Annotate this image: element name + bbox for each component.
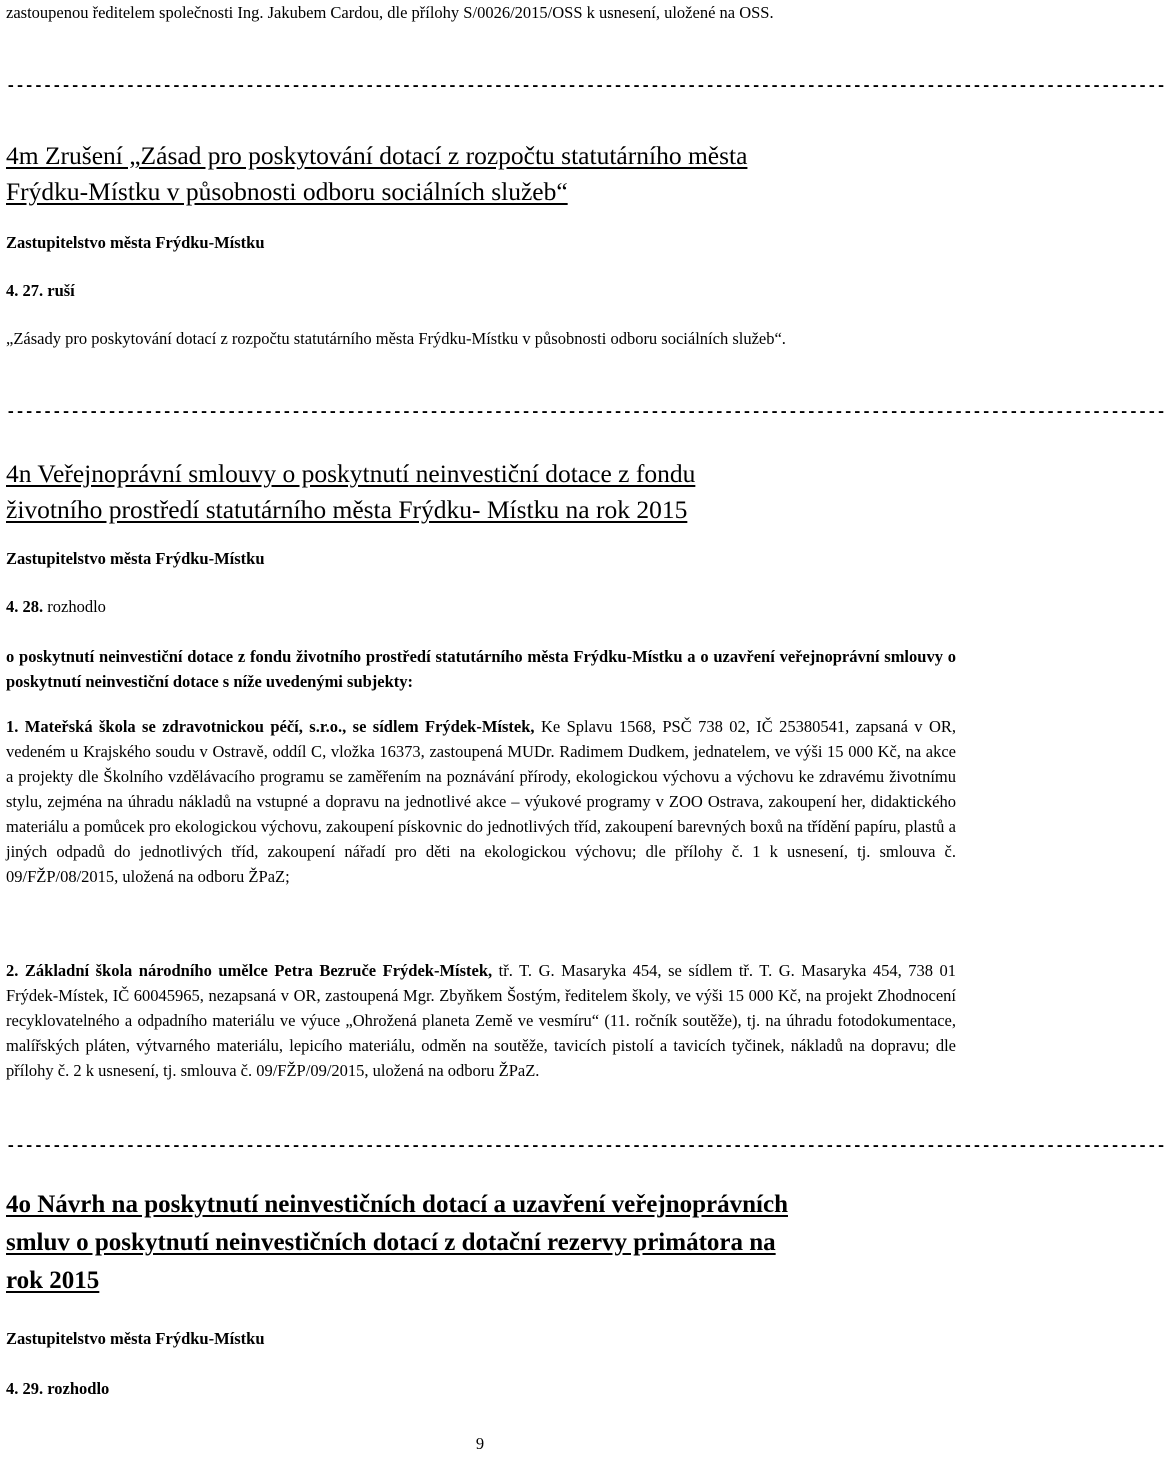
item-2-subject: 2. Základní škola národního umělce Petra Bezruče Frýdek-Místek, bbox=[6, 961, 493, 980]
separator-line: ------------------------------------------------------------------------------------------------------------------------------ bbox=[6, 403, 1165, 421]
section-4n-heading-line1: 4n Veřejnoprávní smlouvy o poskytnutí neinvestiční dotace z fondu bbox=[6, 459, 696, 488]
section-4o-heading-line1: 4o Návrh na poskytnutí neinvestičních dotací a uzavření veřejnoprávních bbox=[6, 1191, 788, 1218]
item-1-details: Ke Splavu 1568, PSČ 738 02, IČ 25380541, zapsaná v OR, vedeném u Krajského soudu v Ostravě, oddíl C, vložka 16373, zastoupená MUDr. Radimem Dudkem, jednatelem, ve výši 15 000 Kč, na akce a projekty dle Školního vzdělávacího programu se zaměřením na poznávání přírody, ekologickou výchovu a výchovu ke zdravému životnímu stylu, zejména na úhradu nákladů na vstupné a dopravu na jednotlivé akce – výukové programy v ZOO Ostrava, zakoupení her, didaktického materiálu a pomůcek pro ekologickou výchovu, zakoupení pískovnic do jednotlivých tříd, zakoupení barevných boxů na třídění papíru, plastů a jiných odpadů do jednotlivých tříd, zakoupení nářadí pro děti na ekologickou výchovu; dle přílohy č. 1 k usnesení, tj. smlouva č. 09/FŽP/08/2015, uložená na odboru ŽPaZ; bbox=[6, 717, 956, 886]
section-4n-heading-line2: životního prostředí statutárního města Frýdku- Místku na rok 2015 bbox=[6, 495, 688, 524]
resolution-verb: rozhodlo bbox=[47, 597, 106, 616]
item-1-subject: 1. Mateřská škola se zdravotnickou péčí, s.r.o., se sídlem Frýdek-Místek, bbox=[6, 717, 535, 736]
section-4m-council: Zastupitelstvo města Frýdku-Místku bbox=[6, 233, 265, 252]
resolution-number: 4. 27. bbox=[6, 281, 44, 300]
section-4o-heading-line3: rok 2015 bbox=[6, 1267, 100, 1294]
resolution-number: 4. 29. bbox=[6, 1379, 44, 1398]
section-4n-resolution bbox=[6, 594, 956, 619]
top-paragraph: zastoupenou ředitelem společnosti Ing. Jakubem Cardou, dle přílohy S/0026/2015/OSS k usnesení, uložené na OSS. bbox=[6, 3, 774, 22]
section-4o-council: Zastupitelstvo města Frýdku-Místku bbox=[6, 1329, 265, 1348]
section-4n-heading bbox=[6, 456, 956, 528]
section-4o-resolution bbox=[6, 1376, 956, 1401]
section-4m-heading bbox=[6, 138, 956, 210]
section-4n-intro: o poskytnutí neinvestiční dotace z fondu životního prostředí statutárního města Frýdku-Místku a o uzavření veřejnoprávní smlouvy o poskytnutí neinvestiční dotace s níže uvedenými subjekty: bbox=[6, 647, 956, 691]
section-4m-heading-line2: Frýdku-Místku v působnosti odboru sociálních služeb“ bbox=[6, 177, 568, 206]
section-4o-heading bbox=[6, 1186, 956, 1300]
section-4n-item-1 bbox=[6, 714, 956, 889]
section-4m-resolution bbox=[6, 278, 956, 303]
resolution-verb: rozhodlo bbox=[47, 1379, 110, 1398]
resolution-number: 4. 28. bbox=[6, 597, 44, 616]
item-2-details: tř. T. G. Masaryka 454, se sídlem tř. T. G. Masaryka 454, 738 01 Frýdek-Místek, IČ 60045965, nezapsaná v OR, zastoupená Mgr. Zbyňkem Šostým, ředitelem školy, ve výši 15 000 Kč, na projekt Zhodnocení recyklovatelného a odpadního materiálu ve výuce „Ohrožená planeta Země ve vesmíru“ (11. ročník soutěže), tj. na úhradu fotodokumentace, malířských pláten, výtvarného materiálu, lepicího materiálu, odměn na soutěže, tavicích pistolí a tavicích tyčinek, nákladů na dopravu; dle přílohy č. 2 k usnesení, tj. smlouva č. 09/FŽP/09/2015, uložená na odboru ŽPaZ. bbox=[6, 961, 956, 1080]
resolution-verb: ruší bbox=[47, 281, 75, 300]
page-number: 9 bbox=[475, 1434, 485, 1453]
section-4m-heading-line1: 4m Zrušení „Zásad pro poskytování dotací z rozpočtu statutárního města bbox=[6, 141, 748, 170]
separator-line: ------------------------------------------------------------------------------------------------------------------------------ bbox=[6, 77, 1165, 95]
section-4n-council: Zastupitelstvo města Frýdku-Místku bbox=[6, 549, 265, 568]
section-4o-heading-line2: smluv o poskytnutí neinvestičních dotací z dotační rezervy primátora na bbox=[6, 1229, 776, 1256]
section-4m-body: „Zásady pro poskytování dotací z rozpočtu statutárního města Frýdku-Místku v působnosti odboru sociálních služeb“. bbox=[6, 329, 786, 348]
section-4n-item-2 bbox=[6, 958, 956, 1083]
separator-line: ------------------------------------------------------------------------------------------------------------------------------ bbox=[6, 1137, 1165, 1155]
